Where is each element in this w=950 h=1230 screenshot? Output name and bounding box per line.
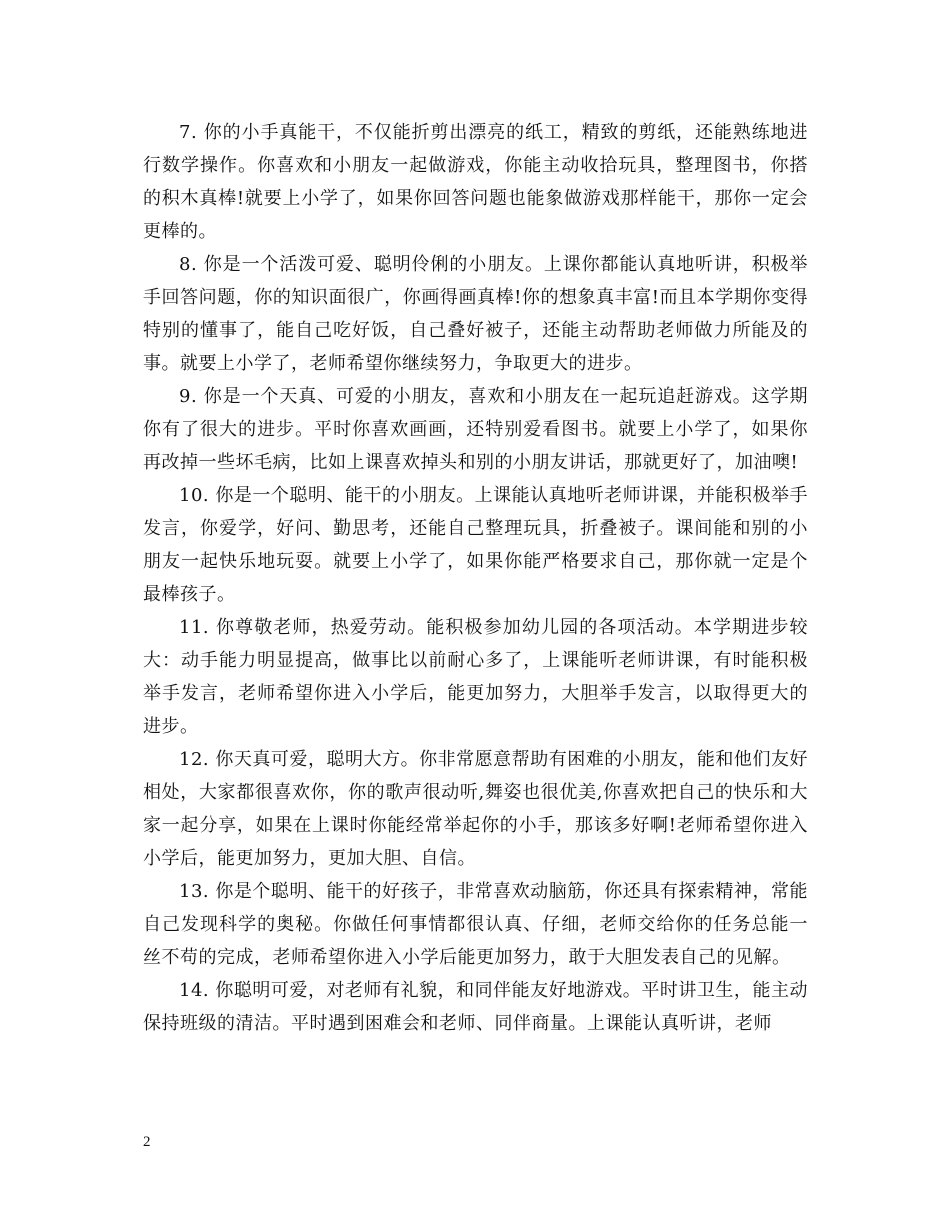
paragraph-8: 8. 你是一个活泼可爱、聪明伶俐的小朋友。上课你都能认真地听讲，积极举手回答问题，你的知识面很广，你画得画真棒!你的想象真丰富!而且本学期你变得特别的懂事了，能自己吃好饭，自己叠好被子，还能主动帮助老师做力所能及的事。就要上小学了，老师希望你继续努力，争取更大的进步。 — [143, 254, 808, 374]
document-body — [143, 116, 808, 1040]
paragraph-14: 14. 你聪明可爱，对老师有礼貌，和同伴能友好地游戏。平时讲卫生，能主动保持班级的清洁。平时遇到困难会和老师、同伴商量。上课能认真听讲，老师 — [143, 980, 808, 1034]
page-number: 2 — [143, 1134, 151, 1150]
paragraph-9: 9. 你是一个天真、可爱的小朋友，喜欢和小朋友在一起玩追赶游戏。这学期你有了很大的进步。平时你喜欢画画，还特别爱看图书。就要上小学了，如果你再改掉一些坏毛病，比如上课喜欢掉头和别的小朋友讲话，那就更好了，加油噢! — [143, 386, 808, 473]
paragraph-10: 10. 你是一个聪明、能干的小朋友。上课能认真地听老师讲课，并能积极举手发言，你爱学，好问、勤思考，还能自己整理玩具，折叠被子。课间能和别的小朋友一起快乐地玩耍。就要上小学了，如果你能严格要求自己，那你就一定是个最棒孩子。 — [143, 485, 808, 605]
paragraph-11: 11. 你尊敬老师，热爱劳动。能积极参加幼儿园的各项活动。本学期进步较大：动手能力明显提高，做事比以前耐心多了，上课能听老师讲课，有时能积极举手发言，老师希望你进入小学后，能更加努力，大胆举手发言，以取得更大的进步。 — [143, 617, 808, 737]
paragraph-13: 13. 你是个聪明、能干的好孩子，非常喜欢动脑筋，你还具有探索精神，常能自己发现科学的奥秘。你做任何事情都很认真、仔细，老师交给你的任务总能一丝不苟的完成，老师希望你进入小学后能更加努力，敢于大胆发表自己的见解。 — [143, 881, 808, 968]
paragraph-12: 12. 你天真可爱，聪明大方。你非常愿意帮助有困难的小朋友，能和他们友好相处，大家都很喜欢你，你的歌声很动听,舞姿也很优美,你喜欢把自己的快乐和大家一起分享，如果在上课时你能经常举起你的小手，那该多好啊!老师希望你进入小学后，能更加努力，更加大胆、自信。 — [143, 749, 808, 869]
paragraph-7: 7. 你的小手真能干，不仅能折剪出漂亮的纸工，精致的剪纸，还能熟练地进行数学操作。你喜欢和小朋友一起做游戏，你能主动收拾玩具，整理图书，你搭的积木真棒!就要上小学了，如果你回答问题也能象做游戏那样能干，那你一定会更棒的。 — [143, 122, 808, 242]
